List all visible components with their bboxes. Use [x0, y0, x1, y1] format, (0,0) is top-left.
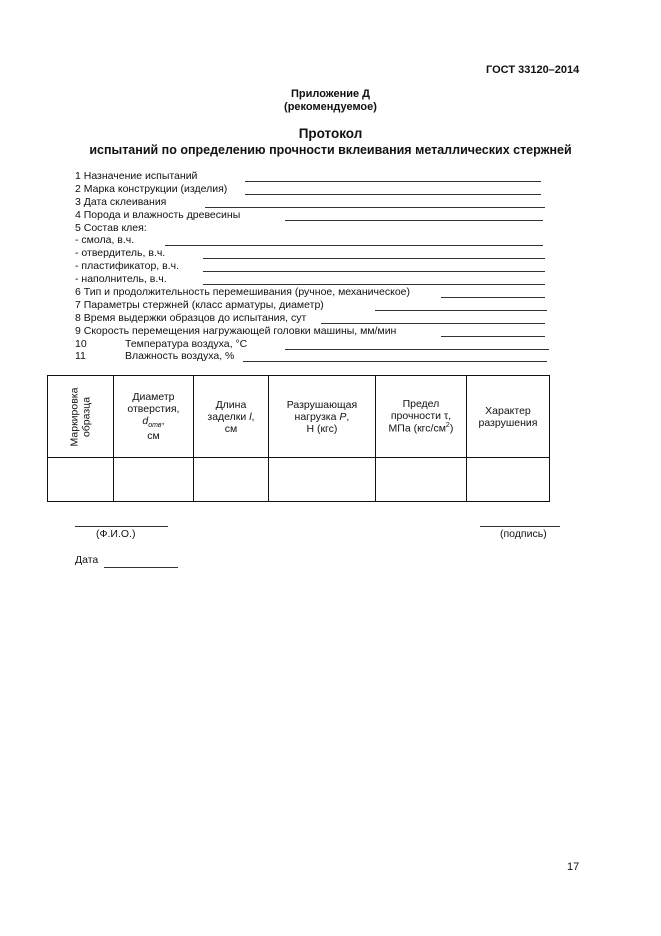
field-holding-time[interactable]	[75, 312, 555, 325]
field-label: - отвердитель, в.ч.	[75, 247, 166, 260]
fill-line	[441, 336, 545, 337]
signature-line[interactable]	[480, 526, 560, 527]
field-label: Температура воздуха, °С	[125, 337, 248, 350]
header-embed-length: Длина заделки l, см	[193, 376, 268, 458]
fill-line	[165, 245, 543, 246]
fill-line	[205, 207, 545, 208]
field-label: - пластификатор, в.ч.	[75, 260, 180, 273]
fill-line	[441, 297, 545, 298]
field-construction-grade[interactable]	[75, 183, 555, 196]
fill-line	[243, 361, 547, 362]
field-purpose[interactable]	[75, 170, 555, 183]
field-resin[interactable]	[75, 234, 555, 247]
field-gluing-date[interactable]	[75, 196, 555, 209]
field-glue-composition	[75, 222, 555, 235]
results-table	[47, 375, 550, 502]
header-hole-diameter: Диаметр отверстия, $d_{отв}$, см	[113, 376, 193, 458]
field-hardener[interactable]	[75, 247, 555, 260]
field-label: - наполнитель, в.ч.	[75, 273, 167, 286]
standard-number: ГОСТ 33120–2014	[486, 64, 580, 76]
fill-line	[203, 284, 545, 285]
field-air-temperature[interactable]	[75, 338, 555, 351]
table-cell[interactable]	[466, 458, 549, 502]
header-failure-character: Характер разрушения	[466, 376, 549, 458]
table-cell[interactable]	[48, 458, 114, 502]
date-line[interactable]	[104, 567, 178, 568]
fill-line	[245, 181, 541, 182]
field-label: 3 Дата склеивания	[75, 195, 167, 208]
field-label: 9 Скорость перемещения нагружающей головки машины, мм/мин	[75, 324, 397, 337]
fill-line	[203, 271, 545, 272]
protocol-fields	[75, 170, 555, 363]
table-cell[interactable]	[113, 458, 193, 502]
page-number: 17	[567, 861, 580, 873]
date-label: Дата	[75, 554, 99, 566]
fill-line	[321, 323, 545, 324]
signature-caption: (подпись)	[500, 528, 547, 540]
fill-line	[245, 194, 541, 195]
header-strength-limit: Предел прочности τ, МПа $(кгс/см^2)$	[375, 376, 466, 458]
field-number: 11	[75, 350, 86, 363]
field-label: 7 Параметры стержней (класс арматуры, диаметр)	[75, 298, 324, 311]
field-label: 2 Марка конструкции (изделия)	[75, 182, 228, 195]
field-head-speed[interactable]	[75, 325, 555, 338]
protocol-subtitle: испытаний по определению прочности вклеивания металлических стержней	[89, 143, 572, 157]
fill-line	[375, 310, 547, 311]
table-cell[interactable]	[375, 458, 466, 502]
field-label: - смола, в.ч.	[75, 234, 135, 247]
field-rod-parameters[interactable]	[75, 299, 555, 312]
field-label: 8 Время выдержки образцов до испытания, сут	[75, 311, 307, 324]
field-label: 6 Тип и продолжительность перемешивания (ручное, механическое)	[75, 286, 410, 299]
table-cell[interactable]	[268, 458, 375, 502]
fill-line	[285, 349, 549, 350]
field-number: 10	[75, 337, 87, 350]
field-label: Влажность воздуха, %	[125, 350, 235, 363]
annex-subtitle: (рекомендуемое)	[284, 101, 377, 113]
field-air-humidity[interactable]	[75, 350, 555, 363]
fio-caption: (Ф.И.О.)	[96, 528, 136, 540]
table-cell[interactable]	[193, 458, 268, 502]
field-plasticizer[interactable]	[75, 260, 555, 273]
table-row[interactable]	[48, 458, 550, 502]
field-mixing[interactable]	[75, 286, 555, 299]
annex-title: Приложение Д	[291, 88, 370, 100]
field-label: 1 Назначение испытаний	[75, 170, 198, 182]
field-wood-species[interactable]	[75, 209, 555, 222]
table-header-row	[48, 376, 550, 458]
fill-line	[285, 220, 543, 221]
fio-line[interactable]	[75, 526, 168, 527]
fill-line	[203, 258, 545, 259]
header-sample-marking: Маркировка образца	[48, 376, 114, 458]
field-filler[interactable]	[75, 273, 555, 286]
field-label: 4 Порода и влажность древесины	[75, 208, 241, 221]
header-failure-load: Разрушающая нагрузка P, Н (кгс)	[268, 376, 375, 458]
protocol-title: Протокол	[298, 126, 363, 141]
field-label: 5 Состав клея:	[75, 221, 147, 234]
